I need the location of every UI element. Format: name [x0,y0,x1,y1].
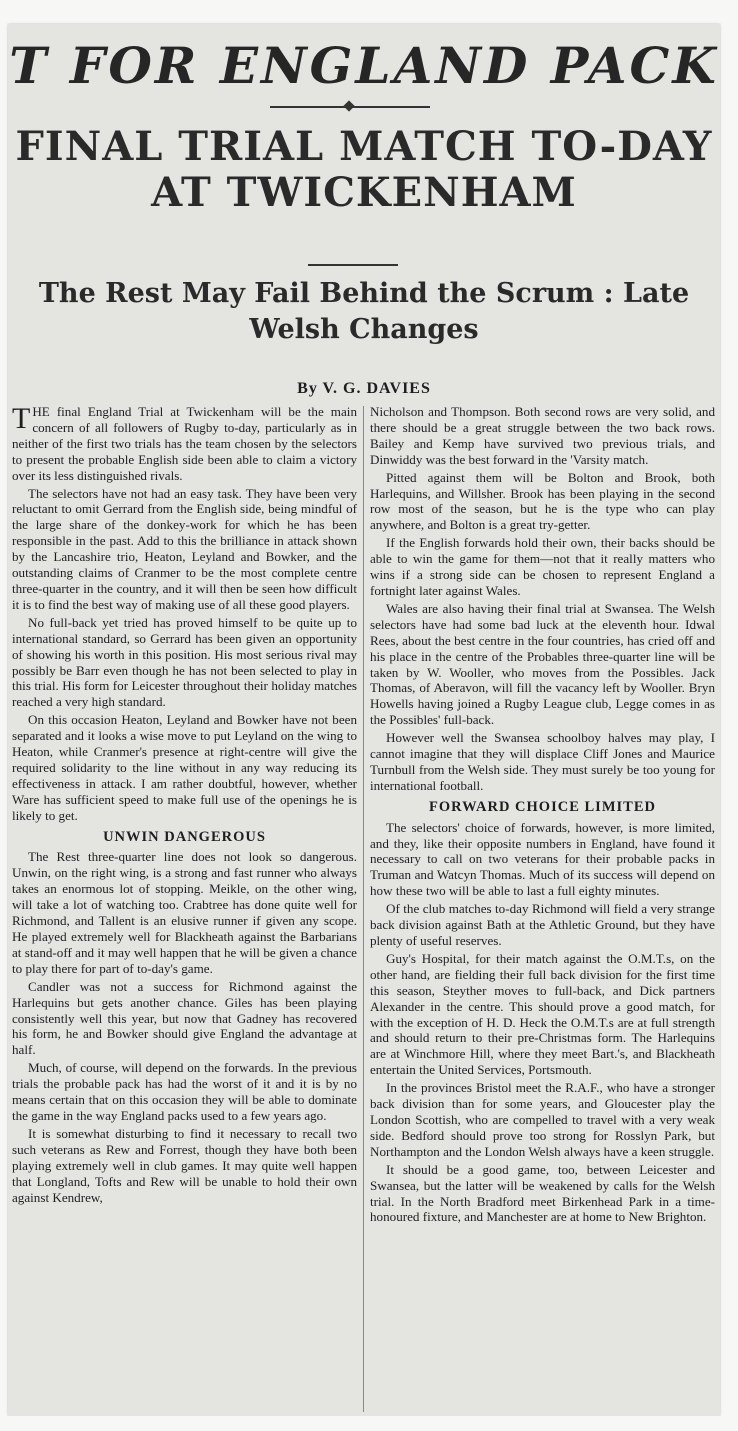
paragraph: The selectors' choice of forwards, however, is more limited, and they, like their opposite numbers in England, have found it necessary to call on two veterans for their probable packs in Truman and Watcyn Thomas. Much of its success will depend on how these two will be able to last a full eighty minutes. [370,819,715,899]
paragraph: Much, of course, will depend on the forwards. In the previous trials the probable pack has had the worst of it and it is by no means certain that on this occasion they will be able to dominate the game in the way England packs used to a few years ago. [12,1060,357,1123]
paragraph: On this occasion Heaton, Leyland and Bowker have not been separated and it looks a wise move to put Leyland on the wing to Heaton, while Cranmer's presence at right-centre will give the required solidarity to the line without in any way reducing its effectiveness in attack. I am rather doubtful, however, whether Ware has sufficient speed to make full use of the openings he is likely to get. [12,712,357,823]
section-heading: UNWIN DANGEROUS [103,828,266,845]
paragraph: The Rest three-quarter line does not look so dangerous. Unwin, on the right wing, is a strong and fast runner who always takes an enormous lot of stopping. Meikle, on the other wing, will take a lot of watching too. Crabtree has done quite well for Richmond, and Tallent is an elusive runner if given any scope. He played extremely well for Blackheath against the Barbarians at stand-off and it may well happen that he will be given a chance to play there for part of to-day's game. [12,849,357,976]
page-background [0,1416,738,1431]
right-column [370,404,715,1227]
subheadline: The Rest May Fail Behind the Scrum : Late Welsh Changes [38,278,690,345]
newspaper-clipping [8,24,720,1416]
paragraph: If the English forwards hold their own, their backs should be able to win the game for them—not that it really matters who wins if a strong side can be chosen to represent England a fortnight later against Wales. [370,535,715,598]
dropcap: T [12,402,31,435]
paragraph: Pitted against them will be Bolton and Brook, both Harlequins, and Willsher. Brook has been playing in the second row most of the season, but he is the type who can play anywhere, and Bolton is a great try-getter. [370,469,715,533]
paragraph: Guy's Hospital, for their match against the O.M.T.s, on the other hand, are fielding their full back division for the first time this season, Steyther moves to full-back, and Dick partners Alexander in the centre. This should prove a good match, for with the exception of H. D. Heck the O.M.T.s are at full strength and should return to their pre-Christmas form. The Harlequins are at Winchmore Hill, where they meet Bart.'s, and Blackheath entertain the United Services, Portsmouth. [370,950,715,1078]
paragraph: It should be a good game, too, between Leicester and Swansea, but the latter will be weakened by calls for the Welsh trial. In the North Bradford meet Birkenhead Park in a time-honoured fixture, and Manchester are at home to New Brighton. [370,1161,715,1225]
column-divider [363,406,364,1412]
paragraph: Candler was not a success for Richmond against the Harlequins but gets another chance. Giles has been playing consistently well this year, but now that Gadney has recovered his form, he and Bowker should give England the advantage at half. [12,978,357,1058]
paragraph: Of the club matches to-day Richmond will field a very strange back division against Bath at the Athletic Ground, but they have plenty of useful reserves. [370,901,715,948]
paragraph: Wales are also having their final trial at Swansea. The Welsh selectors have had some bad luck at the eleventh hour. Idwal Rees, about the best centre in the four countries, has cried off and his place in the centre of the Probables three-quarter line will be taken by W. Wooller, who moves from the Possibles. Jack Thomas, of Aberavon, will fill the vacancy left by Wooller. Bryn Howells having joined a Rugby League club, Legge comes in as the Possibles' full-back. [370,600,715,728]
rule-middle [308,264,398,266]
headline-main: FINAL TRIAL MATCH TO-DAY AT TWICKENHAM [15,123,713,216]
paragraph: However well the Swansea schoolboy halves may play, I cannot imagine that they will displace Cliff Jones and Maurice Turnbull from the Welsh side. They must surely be too young for international football. [370,730,715,793]
paragraph: No full-back yet tried has proved himself to be quite up to international standard, so Gerrard has been given an opportunity of showing his worth in this position. His most serious rival may possibly be Barr even though he has not been selected to play in this trial. His form for Leicester throughout their holiday matches reached a very high standard. [12,614,357,710]
paragraph: THE final England Trial at Twickenham will be the main concern of all followers of Rugby to-day, particularly as in neither of the first two trials has the team chosen by the selectors to present the probable English side been able to claim a victory over its less distinguished rivals. [12,402,357,483]
paragraph: It is somewhat disturbing to find it necessary to recall two such veterans as Rew and Forrest, though they have both been playing extremely well in club games. It may quite well happen that Longland, Tofts and Rew will be unable to hold their own against Kendrew, [12,1125,357,1205]
left-column [12,404,357,1207]
paragraph: In the provinces Bristol meet the R.A.F., who have a stronger back division than for some years, and Gloucester play the London Scottish, who are compelled to travel with a very weak side. Bedford should prove too strong for Rosslyn Park, but Northampton and the London Welsh always have a keen struggle. [370,1080,715,1159]
section-heading: FORWARD CHOICE LIMITED [429,798,656,815]
paragraph: The selectors have not had an easy task. They have been very reluctant to omit Gerrard from the English side, being mindful of the large share of the donkey-work for which he has been responsible in the past. Add to this the brilliance in attack shown by the Lancashire trio, Heaton, Leyland and Bowker, and the outstanding claims of Cranmer to be the most complete centre three-quarter in the country, and it will then be seen how difficult it is to find the best way of making use of all these good players. [12,485,357,612]
byline: By V. G. DAVIES [297,380,431,397]
headline-top: T FOR ENGLAND PACK [9,36,719,95]
paragraph: Nicholson and Thompson. Both second rows are very solid, and there should be a great struggle between the two back rows. Bailey and Kemp have survived two previous trials, and Dinwiddy was the best forward in the 'Varsity match. [370,404,715,467]
rule-ornament [343,100,354,111]
